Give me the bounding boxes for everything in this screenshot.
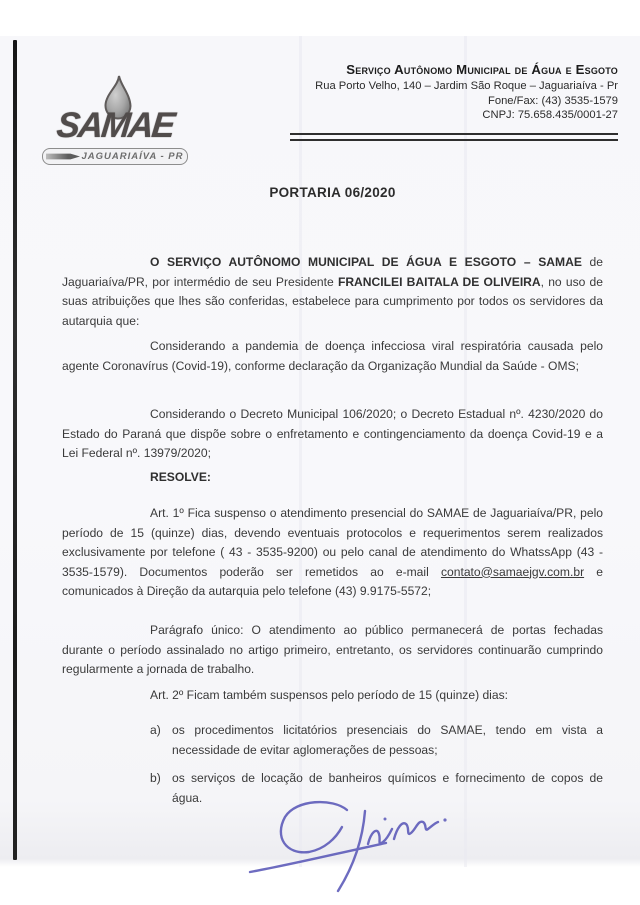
org-cnpj: CNPJ: 75.658.435/0001-27: [482, 109, 618, 122]
resolve-label: RESOLVE:: [150, 470, 211, 484]
article-1-text: Art. 1º Fica suspenso o atendimento presencial do SAMAE de Jaguariaíva/PR, pelo período de 15 (quinze) dias, devendo eventuais protocolos e requerimentos serem realizados exclusivamente por telefone ( 43 - 3535-9200) ou pelo canal de atendimento do WhatssApp (43 - 3535-1579). Documentos poderão ser remetidos ao e-mail: [62, 506, 603, 579]
org-address: Rua Porto Velho, 140 – Jardim São Roque – Jaguariaíva - Pr: [315, 80, 618, 92]
logo-banner: [42, 148, 188, 165]
preamble-text: de Jaguariaíva/PR, por intermédio de seu Presidente: [62, 255, 604, 289]
article-1-tail: e comunicados à Direção da autarquia pelo telefone (43) 9.9175-5572;: [62, 564, 604, 598]
list-item-text: os procedimentos licitatórios presenciais do SAMAE, tendo em vista a necessidade de evitar aglomerações de pessoas;: [172, 723, 603, 757]
logo-region-label: JAGUARIAÍVA - PR: [81, 151, 184, 162]
org-name-bold: O SERVIÇO AUTÔNOMO MUNICIPAL DE ÁGUA E ESGOTO – SAMAE: [150, 255, 582, 269]
president-name: FRANCILEI BAITALA DE OLIVEIRA: [337, 274, 541, 289]
scan-edge-artifact: [13, 40, 17, 860]
document-title: PORTARIA 06/2020: [269, 185, 396, 200]
org-info-block: [258, 62, 618, 123]
logo-wordmark: SAMAE: [54, 105, 176, 146]
divider-line: [290, 133, 618, 135]
org-phone: Fone/Fax: (43) 3535-1579: [488, 94, 618, 107]
list-marker: b): [150, 771, 161, 785]
scanned-page: [0, 36, 640, 867]
article-1-paragraph: [62, 504, 603, 602]
list-item-a: [150, 721, 603, 760]
sole-paragraph: Parágrafo único: O atendimento ao público permanecerá de portas fechadas durante o período assinalado no artigo primeiro, entretanto, os servidores continuarão cumprindo regularmente a jornada de trabalho.: [62, 623, 603, 676]
arrow-right-icon: [46, 152, 80, 161]
list-item-text: os serviços de locação de banheiros químicos e fornecimento de copos de água.: [172, 771, 603, 805]
list-marker: a): [150, 723, 161, 737]
samae-logo: [40, 74, 190, 162]
consideration-paragraph-2: Considerando o Decreto Municipal 106/2020; o Decreto Estadual nº. 4230/2020 do Estado do Paraná que dispõe sobre o enfretamento e contingenciamento da doença Covid-19 e a Lei Federal nº. 13979/2020;: [62, 407, 603, 460]
org-name: Serviço Autônomo Municipal de Água e Esgoto: [346, 62, 618, 77]
handwritten-signature: [234, 796, 460, 896]
consideration-paragraph-1: Considerando a pandemia de doença infecciosa viral respiratória causada pelo agente Coronavírus (Covid-19), conforme declaração da Organização Mundial da Saúde - OMS;: [62, 339, 603, 373]
preamble-tail: , no uso de suas atribuições que lhes são conferidas, estabelece para cumprimento por todos os servidores da autarquia que:: [62, 274, 604, 328]
contact-email-link: contato@samaejgv.com.br: [440, 564, 585, 579]
preamble-paragraph: [62, 253, 603, 331]
divider-line: [290, 139, 618, 141]
header-divider: [290, 133, 618, 141]
article-2-paragraph: Art. 2º Ficam também suspensos pelo período de 15 (quinze) dias:: [150, 688, 509, 702]
